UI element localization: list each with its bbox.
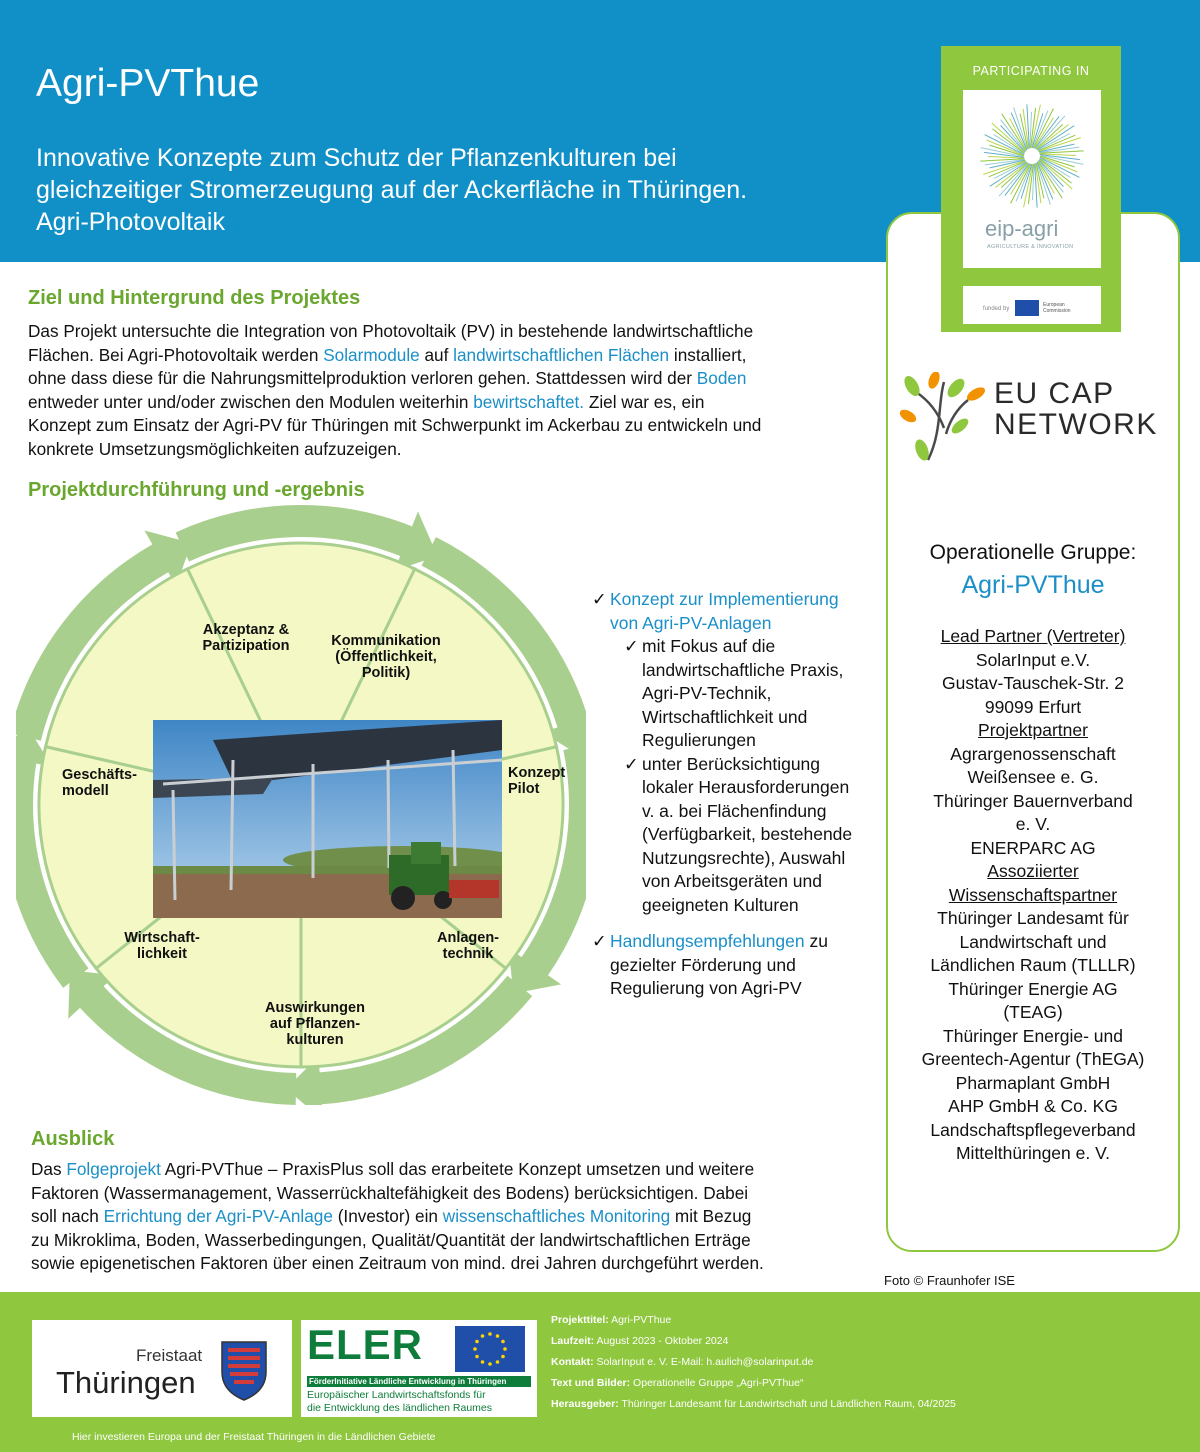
check-line: Agri-PV-Technik, — [642, 683, 772, 703]
eu-star — [496, 1360, 500, 1364]
og-partner-line: Agrargenossenschaft — [950, 743, 1116, 764]
cycle-label-line: Pilot — [508, 781, 540, 797]
project-info-key: Text und Bilder: — [551, 1377, 631, 1389]
text-run: entweder unter und/oder zwischen den Modulen weiterhin — [28, 391, 474, 412]
results-checklist — [592, 588, 882, 1001]
cycle-label-akzeptanz — [186, 622, 306, 654]
og-partner-line: Weißensee e. G. — [967, 767, 1099, 787]
starburst-ray — [1039, 160, 1064, 187]
eler-line1: FörderInitiative Ländliche Entwicklung in Thüringen — [307, 1376, 531, 1387]
cycle-label-line: kulturen — [286, 1032, 344, 1048]
ziel-line — [28, 367, 870, 391]
og-partner-line: AHP GmbH & Co. KG — [948, 1096, 1118, 1116]
freistaat-logo — [32, 1320, 292, 1417]
project-info-line — [551, 1310, 956, 1331]
eu-star — [488, 1362, 492, 1366]
project-info-value: Agri-PVThue — [608, 1314, 672, 1326]
og-heading: Operationelle Gruppe: — [929, 541, 1137, 564]
eip-brand: eip-agri — [985, 216, 1059, 241]
eu-cap-line1: EU CAP — [994, 377, 1115, 410]
cycle-label-line: Konzept — [508, 765, 566, 781]
og-partner-list — [890, 625, 1176, 1166]
text-run: Flächen. Bei Agri-Photovoltaik werden — [28, 344, 324, 365]
check-line: von Agri-PV-Anlagen — [610, 612, 772, 633]
eu-star — [481, 1360, 485, 1364]
ausblick-line — [31, 1182, 871, 1206]
photo-credit: Foto © Fraunhofer ISE — [884, 1273, 1015, 1288]
check-line: (Verfügbarkeit, bestehende — [642, 824, 853, 844]
check-line: Regulierung von Agri-PV — [610, 978, 802, 998]
eu-star — [475, 1340, 479, 1344]
og-role-heading: Wissenschaftspartner — [948, 884, 1118, 905]
section-heading-durchfuehrung: Projektdurchführung und -ergebnis — [28, 479, 365, 501]
check-line: mit Fokus auf die — [642, 636, 776, 656]
check-line: Konzept zur Implementierung — [610, 589, 839, 609]
cycle-label-line: modell — [62, 783, 109, 799]
check-subitem-fokus — [592, 635, 882, 753]
og-partner-line: ENERPARC AG — [970, 837, 1096, 858]
text-run: zu Mikroklima, Boden, Wasserbedingungen, Qualität/Quantität der landwirtschaftlichen Erträge — [31, 1229, 751, 1250]
text-run: auf — [419, 344, 454, 365]
og-partner-line: Gustav-Tauschek-Str. 2 — [942, 673, 1124, 693]
text-run: Das — [31, 1159, 67, 1179]
og-partner-line: Landwirtschaft und — [959, 931, 1107, 952]
cycle-label-line: Kommunikation — [331, 633, 441, 649]
eu-flag-icon — [455, 1326, 525, 1372]
page-title: Agri-PVThue — [36, 62, 260, 105]
eu-star — [501, 1340, 505, 1344]
og-name: Agri-PVThue — [961, 571, 1105, 599]
check-line: von Arbeitsgeräten und — [642, 871, 822, 891]
check-line: gezielter Förderung und — [610, 954, 796, 975]
cycle-label-wirtschaft — [102, 930, 222, 962]
eip-tagline: AGRICULTURE & INNOVATION — [987, 244, 1074, 250]
ziel-line — [28, 391, 870, 415]
starburst-ray — [1001, 125, 1026, 152]
funded-by-label: funded by — [983, 306, 1010, 312]
text-run: ohne dass diese für die Nahrungsmittelproduktion verloren gehen. Stattdessen wird der — [28, 368, 697, 389]
eler-wordmark: ELER — [307, 1321, 424, 1368]
ziel-line — [28, 438, 870, 462]
project-info-key: Herausgeber: — [551, 1398, 619, 1410]
commission-label: European Commission — [1043, 302, 1071, 314]
highlighted-term: Solarmodule — [323, 344, 420, 365]
eler-logo — [301, 1320, 537, 1417]
ziel-paragraph — [28, 320, 870, 462]
cycle-label-line: (Öffentlichkeit, — [335, 649, 437, 665]
eler-line3: die Entwicklung des ländlichen Raumes — [307, 1402, 493, 1414]
eu-star — [501, 1355, 505, 1359]
og-partner-line: 99099 Erfurt — [984, 696, 1082, 717]
text-run: Konzept zum Einsatz der Agri-PV für Thüringen mit Schwerpunkt im Ackerbau zu entwickeln und — [28, 415, 762, 436]
eu-star — [481, 1334, 485, 1338]
eu-star — [496, 1334, 500, 1338]
cycle-label-anlagen — [418, 930, 518, 962]
check-line: Nutzungsrechte), Auswahl — [642, 847, 846, 868]
text-run: Das Projekt untersuchte die Integration von Photovoltaik (PV) in bestehende landwirtschaftliche — [28, 321, 754, 341]
eip-starburst-icon — [963, 98, 1101, 208]
cycle-label-kommunikation — [326, 633, 446, 681]
og-role-heading: Lead Partner (Vertreter) — [940, 626, 1126, 646]
eu-cap-leaves-icon — [898, 372, 990, 464]
text-run: installiert, — [669, 344, 747, 365]
funded-by-strip — [963, 286, 1101, 324]
checkmark-icon: ✓ — [624, 753, 639, 774]
text-run: zu — [804, 931, 828, 951]
thueringen-coat-of-arms-icon — [218, 1338, 270, 1402]
section-heading-ziel: Ziel und Hintergrund des Projektes — [28, 287, 361, 309]
participating-label: PARTICIPATING IN — [972, 64, 1090, 78]
text-run: soll nach — [31, 1206, 104, 1227]
project-info — [551, 1310, 956, 1415]
text-run: Ziel war es, ein — [584, 391, 705, 412]
subtitle-line: Innovative Konzepte zum Schutz der Pflanzenkulturen bei — [36, 144, 677, 172]
cycle-label-konzept — [508, 765, 588, 797]
eler-line2: Europäischer Landwirtschaftsfonds für — [307, 1389, 486, 1401]
cycle-label-line: lichkeit — [137, 946, 187, 962]
check-line: v. a. bei Flächenfindung — [642, 800, 827, 821]
spacer — [592, 917, 882, 930]
cycle-label-geschaeft — [62, 767, 162, 799]
cycle-label-line: Anlagen- — [436, 930, 500, 946]
text-run: (Investor) ein — [332, 1206, 443, 1227]
starburst-ray — [1001, 163, 1028, 188]
ausblick-line — [31, 1229, 871, 1253]
check-line: Regulierungen — [642, 730, 756, 750]
thueringen-label: Thüringen — [56, 1365, 196, 1400]
starburst-ray — [1036, 125, 1063, 150]
cycle-label-line: technik — [442, 946, 494, 962]
project-info-line — [551, 1352, 956, 1373]
section-heading-ausblick: Ausblick — [31, 1128, 115, 1150]
ausblick-line — [31, 1252, 871, 1276]
checkmark-icon: ✓ — [592, 931, 607, 951]
project-info-value: Thüringer Landesamt für Landwirtschaft und Ländlichen Raum, 04/2025 — [618, 1398, 956, 1410]
subtitle-line: gleichzeitiger Stromerzeugung auf der Ackerfläche in Thüringen. — [36, 176, 748, 204]
cycle-label-line: Partizipation — [202, 638, 290, 654]
text-run: sowie epigenetischen Faktoren über einen Zeitraum von mind. drei Jahren durchgeführt werden. — [31, 1253, 764, 1274]
check-line: landwirtschaftliche Praxis, — [642, 659, 844, 680]
check-line — [610, 930, 882, 954]
project-info-key: Laufzeit: — [551, 1335, 595, 1347]
check-line: lokaler Herausforderungen — [642, 777, 850, 797]
highlighted-term: Handlungsempfehlungen — [610, 931, 805, 951]
highlighted-term: Errichtung der Agri-PV-Anlage — [103, 1206, 333, 1227]
eip-agri-card — [963, 90, 1101, 268]
agri-pv-photo — [153, 720, 502, 918]
og-partner-line: Thüringer Landesamt für — [937, 908, 1129, 928]
ausblick-paragraph — [31, 1158, 871, 1276]
og-role-heading: Assoziierter — [987, 861, 1079, 881]
cycle-label-auswirkungen — [250, 1000, 380, 1048]
cycle-label-line: auf Pflanzen- — [269, 1016, 361, 1032]
freistaat-label: Freistaat — [136, 1346, 203, 1365]
project-info-line — [551, 1331, 956, 1352]
ausblick-line — [31, 1205, 871, 1229]
check-line: Wirtschaftlichkeit und — [642, 706, 808, 727]
ziel-line — [28, 344, 870, 368]
eu-star — [475, 1355, 479, 1359]
og-partner-line: Thüringer Energie- und — [943, 1025, 1123, 1046]
project-info-value: Operationelle Gruppe „Agri-PVThue“ — [630, 1377, 804, 1389]
project-info-line — [551, 1373, 956, 1394]
og-partner-line: Greentech-Agentur (ThEGA) — [921, 1049, 1145, 1069]
highlighted-term: wissenschaftliches Monitoring — [442, 1206, 671, 1227]
text-run: Agri-PVThue – PraxisPlus soll das erarbeitete Konzept umsetzen und weitere — [160, 1159, 755, 1179]
footer-tagline: Hier investieren Europa und der Freistaat Thüringen in die Ländlichen Gebiete — [72, 1431, 436, 1443]
project-info-key: Projekttitel: — [551, 1314, 609, 1326]
cycle-label-line: Politik) — [361, 665, 411, 681]
og-partner-line: (TEAG) — [1003, 1002, 1063, 1022]
eu-star — [488, 1332, 492, 1336]
highlighted-term: bewirtschaftet. — [473, 391, 585, 412]
og-partner-line: Ländlichen Raum (TLLLR) — [930, 955, 1136, 975]
og-partner-line: Pharmaplant GmbH — [955, 1072, 1111, 1093]
check-item-konzept — [592, 588, 882, 635]
check-line: unter Berücksichtigung — [642, 753, 821, 774]
highlighted-term: Folgeprojekt — [66, 1159, 161, 1179]
og-partner-line: Thüringer Energie AG — [948, 978, 1118, 999]
ausblick-line — [31, 1158, 871, 1182]
project-info-value: SolarInput e. V. E-Mail: h.aulich@solarinput.de — [593, 1356, 814, 1368]
og-role-heading: Projektpartner — [978, 720, 1088, 740]
eu-cap-logo-text — [994, 378, 1158, 440]
check-item-handlungsempfehlungen — [592, 930, 882, 1001]
page-subtitle — [36, 142, 896, 238]
check-line: geeigneten Kulturen — [642, 894, 799, 915]
og-partner-line: SolarInput e.V. — [975, 649, 1091, 670]
project-info-value: August 2023 - Oktober 2024 — [594, 1335, 729, 1347]
subtitle-line: Agri-Photovoltaik — [36, 208, 225, 236]
check-subitem-herausforderungen — [592, 753, 882, 918]
og-partner-line: Mittelthüringen e. V. — [955, 1143, 1111, 1163]
cycle-label-line: Geschäfts- — [62, 767, 137, 783]
cycle-label-line: Auswirkungen — [265, 1000, 365, 1016]
og-partner-line: e. V. — [1015, 814, 1051, 834]
cycle-label-line: Wirtschaft- — [124, 930, 200, 946]
text-run: mit Bezug — [670, 1206, 752, 1227]
project-info-line — [551, 1394, 956, 1415]
eu-star — [503, 1347, 507, 1351]
text-run: konkrete Umsetzungsmöglichkeiten aufzuzeigen. — [28, 438, 402, 459]
checkmark-icon: ✓ — [592, 589, 607, 609]
og-partner-line: Thüringer Bauernverband — [933, 790, 1133, 811]
eu-cap-line2: NETWORK — [994, 408, 1158, 441]
eu-flag-icon — [1015, 300, 1039, 316]
highlighted-term: Boden — [696, 368, 747, 389]
cycle-label-line: Akzeptanz & — [202, 622, 290, 638]
text-run: Faktoren (Wassermanagement, Wasserrückhaltefähigkeit des Bodens) berücksichtigen. Dabei — [31, 1182, 749, 1203]
highlighted-term: landwirtschaftlichen Flächen — [453, 344, 670, 365]
checkmark-icon: ✓ — [624, 636, 639, 656]
eu-star — [473, 1347, 477, 1351]
ziel-line — [28, 414, 870, 438]
project-info-key: Kontakt: — [551, 1356, 594, 1368]
ziel-line — [28, 320, 870, 344]
og-partner-line: Landschaftspflegeverband — [930, 1119, 1136, 1140]
